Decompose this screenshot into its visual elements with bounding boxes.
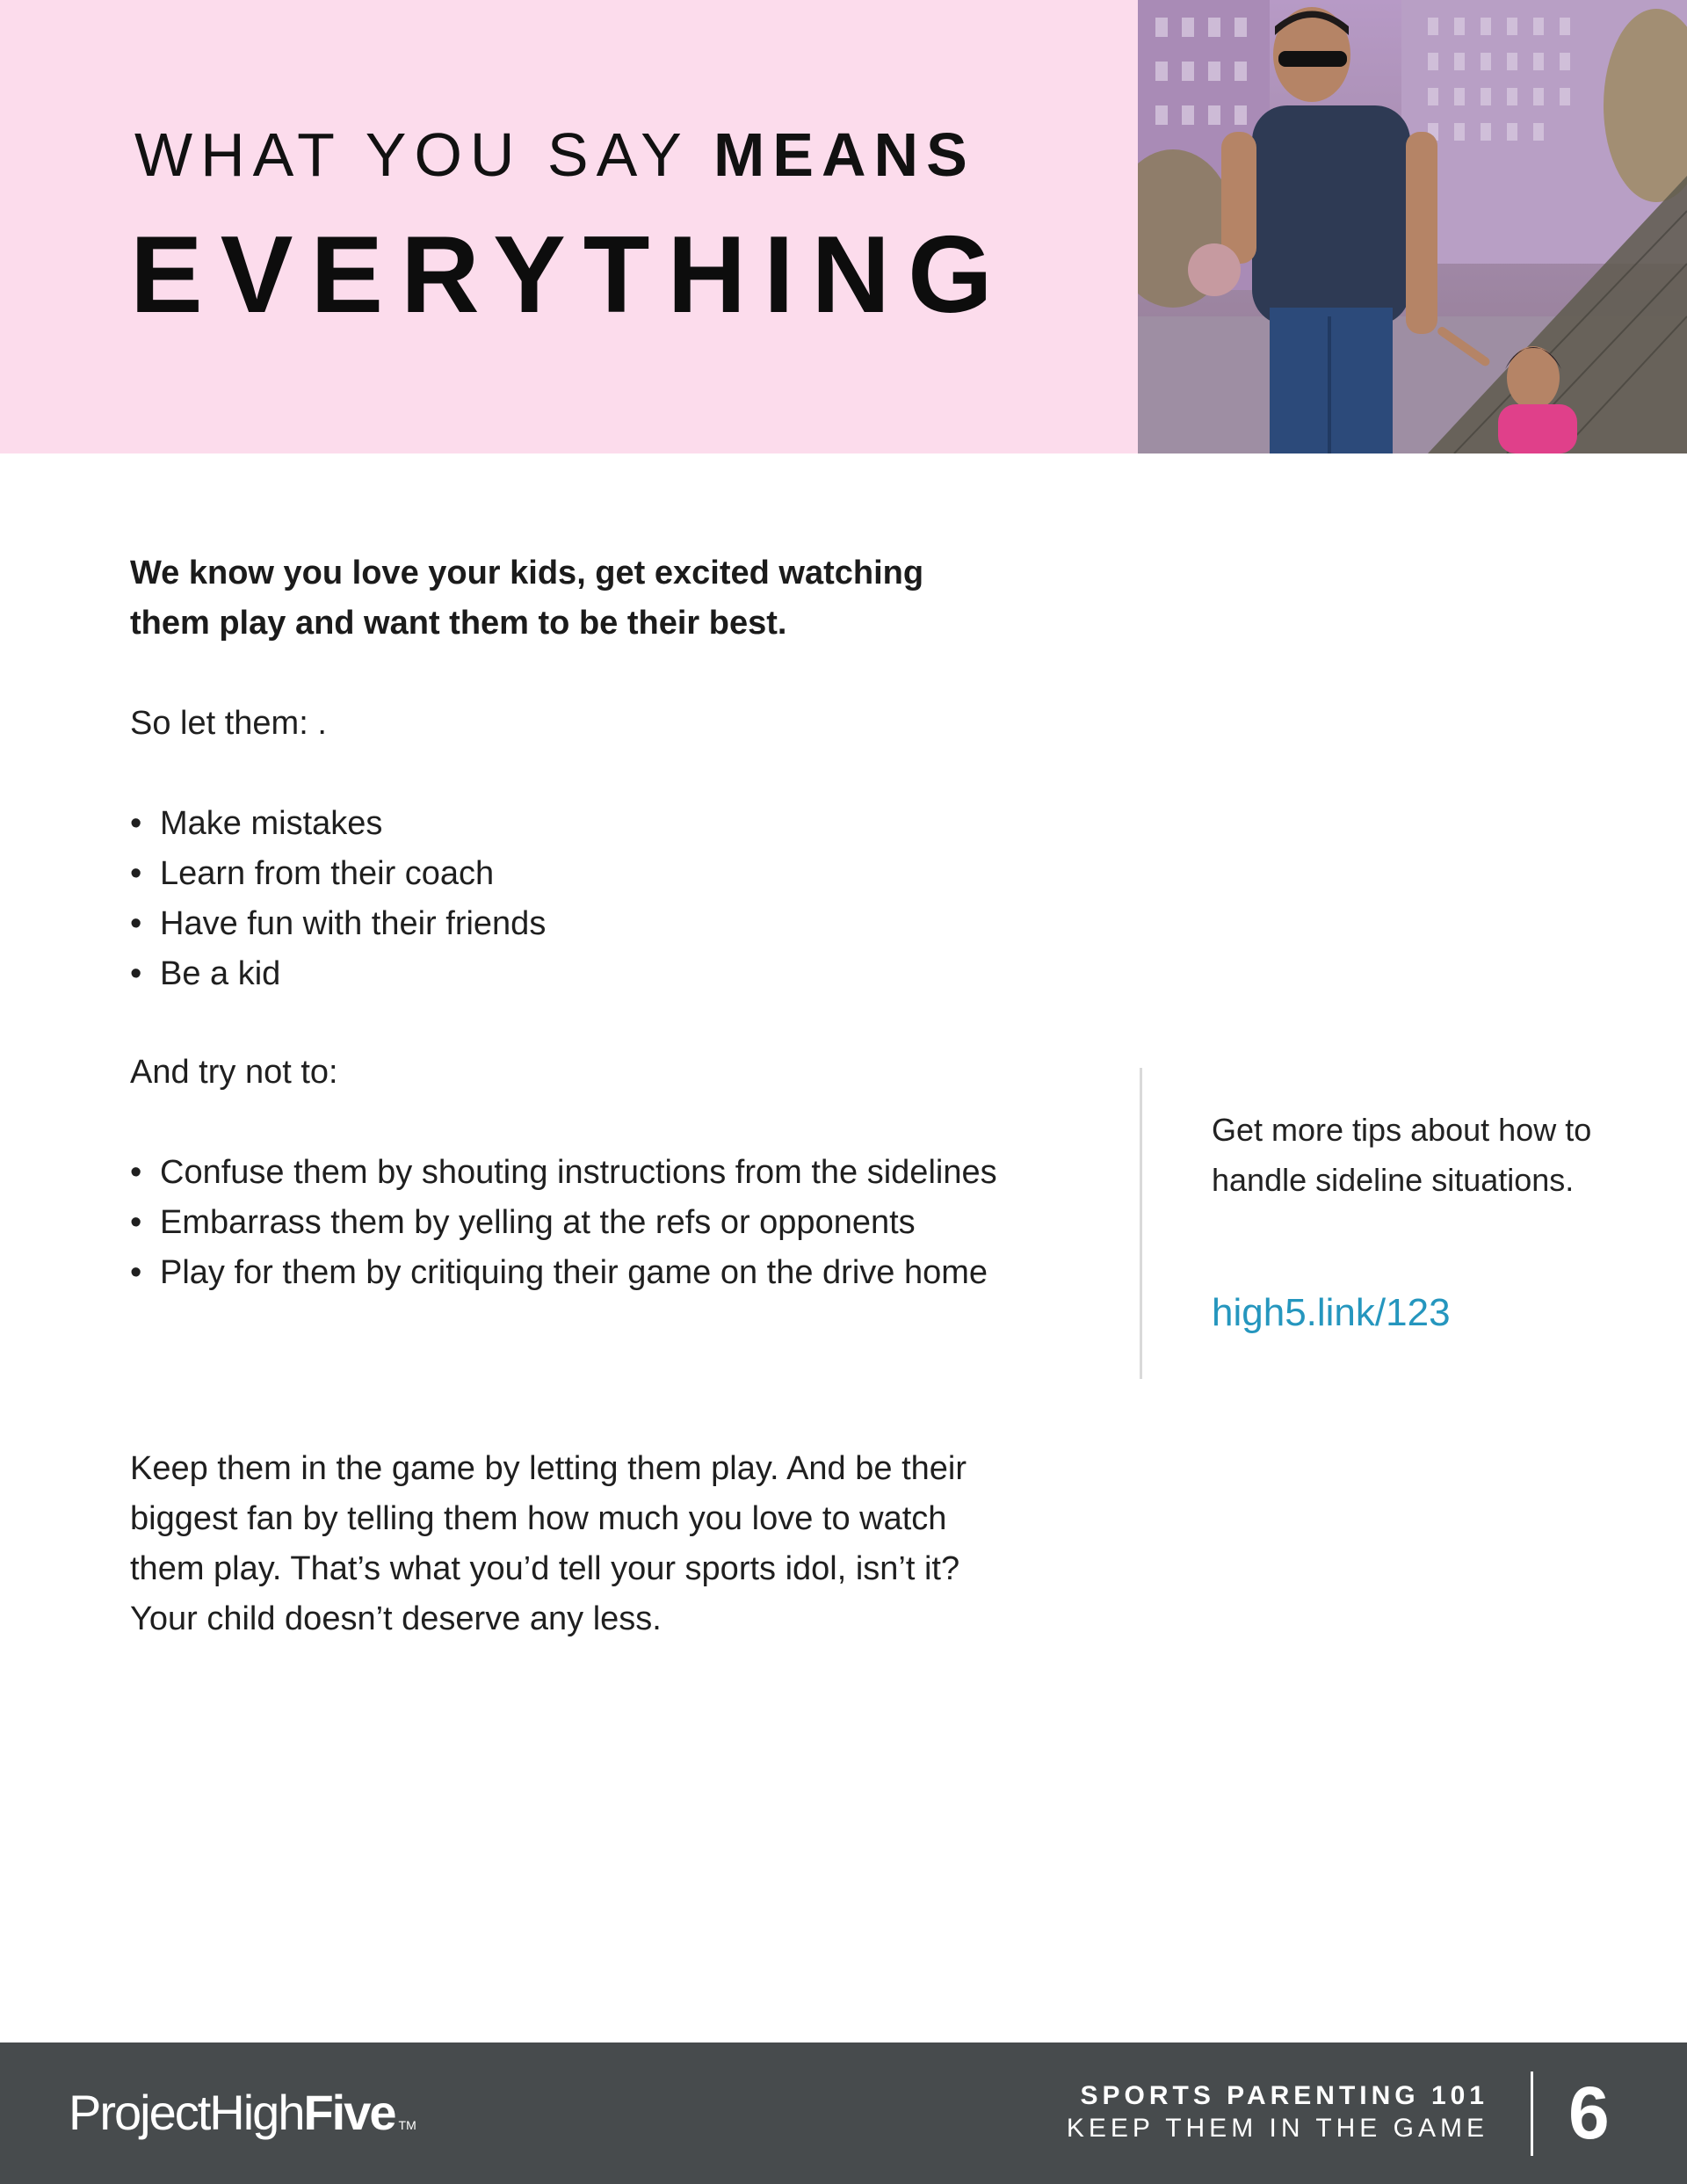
page-title-line2: EVERYTHING bbox=[130, 214, 1010, 336]
trademark-mark: TM bbox=[398, 2118, 416, 2132]
logo-project-text: Project bbox=[69, 2085, 210, 2140]
project-high-five-logo bbox=[69, 2078, 416, 2160]
list-item: • Confuse them by shouting instructions from the sidelines bbox=[130, 1148, 1009, 1198]
closing-paragraph: Keep them in the game by letting them play. And be their biggest fan by telling them how much you love to watch them play. That’s what you’d tell your sports idol, isn’t it? Your child doesn’t deserve any less. bbox=[130, 1450, 967, 1637]
try-not-list bbox=[130, 1148, 1009, 1298]
let-them-list bbox=[130, 799, 1009, 999]
footer-subtitle: KEEP THEM IN THE GAME bbox=[1066, 2114, 1488, 2143]
father-daughter-photo bbox=[1138, 0, 1687, 453]
logo-five-text: Five bbox=[303, 2085, 395, 2140]
list-item: • Be a kid bbox=[130, 949, 1009, 999]
list-item: • Play for them by critiquing their game on the drive home bbox=[130, 1248, 1009, 1298]
sidebar-divider bbox=[1140, 1068, 1142, 1379]
page-number: 6 bbox=[1568, 2072, 1610, 2154]
page-title-line1 bbox=[134, 120, 975, 190]
list-item: • Learn from their coach bbox=[130, 849, 1009, 899]
title-light-text: WHAT YOU SAY bbox=[134, 120, 713, 189]
footer-divider bbox=[1531, 2072, 1533, 2156]
list-item: • Have fun with their friends bbox=[130, 899, 1009, 949]
title-bold-text: MEANS bbox=[713, 120, 975, 189]
footer-title: SPORTS PARENTING 101 bbox=[1080, 2081, 1488, 2110]
tips-link[interactable]: high5.link/123 bbox=[1212, 1291, 1451, 1334]
logo-high-text: High bbox=[209, 2085, 304, 2140]
list-item: • Embarrass them by yelling at the refs or opponents bbox=[130, 1198, 1009, 1248]
intro-text: We know you love your kids, get excited watching them play and want them to be their best. bbox=[130, 555, 924, 642]
let-them-heading: So let them: . bbox=[130, 705, 327, 742]
header-banner bbox=[0, 0, 1138, 453]
list-item: • Make mistakes bbox=[130, 799, 1009, 849]
footer-bar bbox=[0, 2043, 1687, 2184]
sidebar-tip-text: Get more tips about how to handle sideline situations. bbox=[1212, 1112, 1592, 1198]
header-photo bbox=[1138, 0, 1687, 453]
try-not-heading: And try not to: bbox=[130, 1054, 338, 1091]
